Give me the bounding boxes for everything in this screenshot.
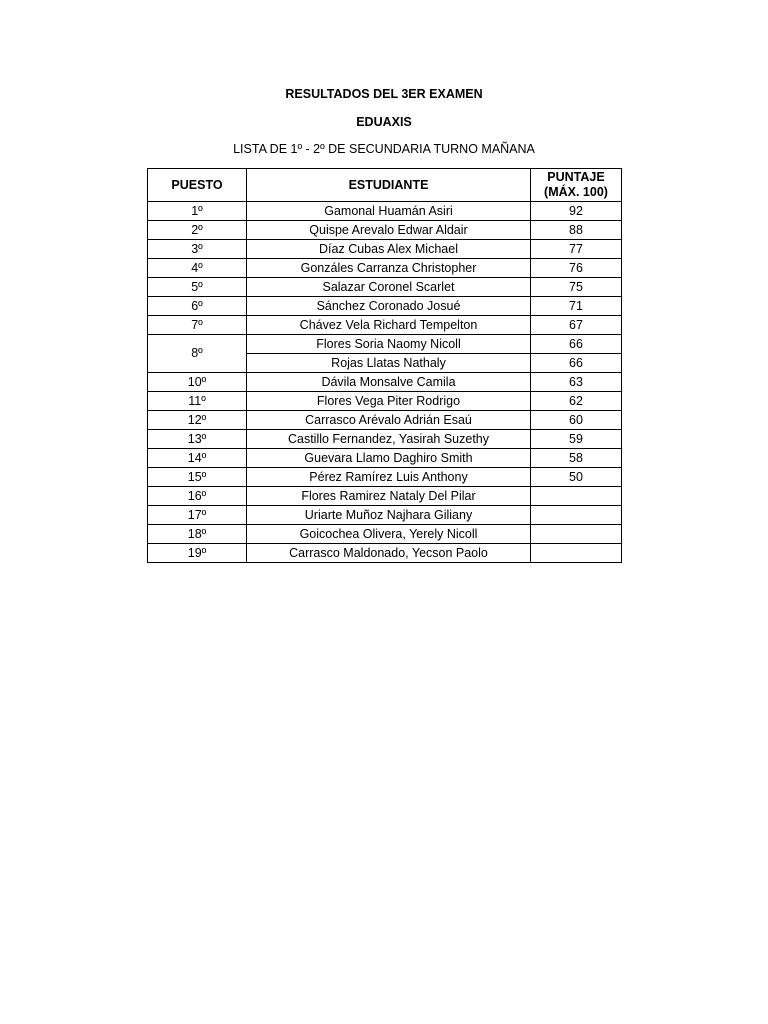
puesto-cell: 12º	[148, 411, 247, 430]
estudiante-cell: Gamonal Huamán Asiri	[247, 202, 531, 221]
puesto-cell: 19º	[148, 544, 247, 563]
table-row	[148, 468, 622, 487]
puntaje-cell: 88	[531, 221, 622, 240]
puntaje-cell	[531, 525, 622, 544]
table-row	[148, 240, 622, 259]
puesto-cell: 13º	[148, 430, 247, 449]
puntaje-cell: 67	[531, 316, 622, 335]
puesto-cell: 18º	[148, 525, 247, 544]
header-puntaje	[531, 169, 622, 202]
puesto-cell: 16º	[148, 487, 247, 506]
estudiante-cell: Goicochea Olivera, Yerely Nicoll	[247, 525, 531, 544]
puntaje-cell	[531, 544, 622, 563]
estudiante-cell: Flores Soria Naomy Nicoll	[247, 335, 531, 354]
puntaje-cell	[531, 506, 622, 525]
puesto-cell: 11º	[148, 392, 247, 411]
puntaje-cell: 58	[531, 449, 622, 468]
puesto-cell: 17º	[148, 506, 247, 525]
estudiante-cell: Guevara Llamo Daghiro Smith	[247, 449, 531, 468]
table-row	[148, 411, 622, 430]
puntaje-cell: 76	[531, 259, 622, 278]
table-row	[148, 202, 622, 221]
estudiante-cell: Chávez Vela Richard Tempelton	[247, 316, 531, 335]
results-table	[147, 168, 622, 563]
puntaje-cell: 66	[531, 354, 622, 373]
table-row	[148, 316, 622, 335]
estudiante-cell: Flores Ramirez Nataly Del Pilar	[247, 487, 531, 506]
table-row	[148, 335, 622, 354]
estudiante-cell: Sánchez Coronado Josué	[247, 297, 531, 316]
document-title: RESULTADOS DEL 3ER EXAMEN	[285, 87, 483, 101]
list-subtitle: LISTA DE 1º - 2º DE SECUNDARIA TURNO MAÑANA	[233, 142, 535, 156]
table-row	[148, 278, 622, 297]
table-row	[148, 392, 622, 411]
table-row	[148, 373, 622, 392]
puesto-cell: 5º	[148, 278, 247, 297]
puntaje-cell: 66	[531, 335, 622, 354]
estudiante-cell: Uriarte Muñoz Najhara Giliany	[247, 506, 531, 525]
table-row	[148, 430, 622, 449]
puntaje-cell: 63	[531, 373, 622, 392]
header-estudiante: ESTUDIANTE	[247, 169, 531, 202]
table-row	[148, 544, 622, 563]
estudiante-cell: Castillo Fernandez, Yasirah Suzethy	[247, 430, 531, 449]
puntaje-cell: 75	[531, 278, 622, 297]
puntaje-cell: 77	[531, 240, 622, 259]
table-row	[148, 259, 622, 278]
table-row	[148, 487, 622, 506]
estudiante-cell: Carrasco Arévalo Adrián Esaú	[247, 411, 531, 430]
estudiante-cell: Dávila Monsalve Camila	[247, 373, 531, 392]
puesto-cell: 10º	[148, 373, 247, 392]
puntaje-cell: 62	[531, 392, 622, 411]
puntaje-cell: 60	[531, 411, 622, 430]
estudiante-cell: Gonzáles Carranza Christopher	[247, 259, 531, 278]
puesto-cell: 3º	[148, 240, 247, 259]
estudiante-cell: Rojas Llatas Nathaly	[247, 354, 531, 373]
estudiante-cell: Pérez Ramírez Luis Anthony	[247, 468, 531, 487]
puntaje-cell: 50	[531, 468, 622, 487]
estudiante-cell: Flores Vega Piter Rodrigo	[247, 392, 531, 411]
puntaje-cell: 92	[531, 202, 622, 221]
header-puntaje-label: PUNTAJE	[547, 170, 605, 184]
estudiante-cell: Salazar Coronel Scarlet	[247, 278, 531, 297]
puesto-cell: 7º	[148, 316, 247, 335]
puntaje-cell	[531, 487, 622, 506]
puesto-cell: 2º	[148, 221, 247, 240]
estudiante-cell: Quispe Arevalo Edwar Aldair	[247, 221, 531, 240]
table-row	[148, 221, 622, 240]
header-row	[148, 169, 622, 202]
puesto-cell: 14º	[148, 449, 247, 468]
organization-name: EDUAXIS	[356, 115, 412, 129]
table-row	[148, 449, 622, 468]
puesto-cell: 1º	[148, 202, 247, 221]
table-row	[148, 525, 622, 544]
puesto-cell: 15º	[148, 468, 247, 487]
table-row	[148, 297, 622, 316]
header-puntaje-max: (MÁX. 100)	[544, 185, 608, 199]
estudiante-cell: Carrasco Maldonado, Yecson Paolo	[247, 544, 531, 563]
table-row	[148, 506, 622, 525]
puesto-cell: 6º	[148, 297, 247, 316]
puntaje-cell: 71	[531, 297, 622, 316]
puesto-cell-merged: 8º	[148, 335, 247, 373]
header-puesto: PUESTO	[148, 169, 247, 202]
puntaje-cell: 59	[531, 430, 622, 449]
puesto-cell: 4º	[148, 259, 247, 278]
estudiante-cell: Díaz Cubas Alex Michael	[247, 240, 531, 259]
